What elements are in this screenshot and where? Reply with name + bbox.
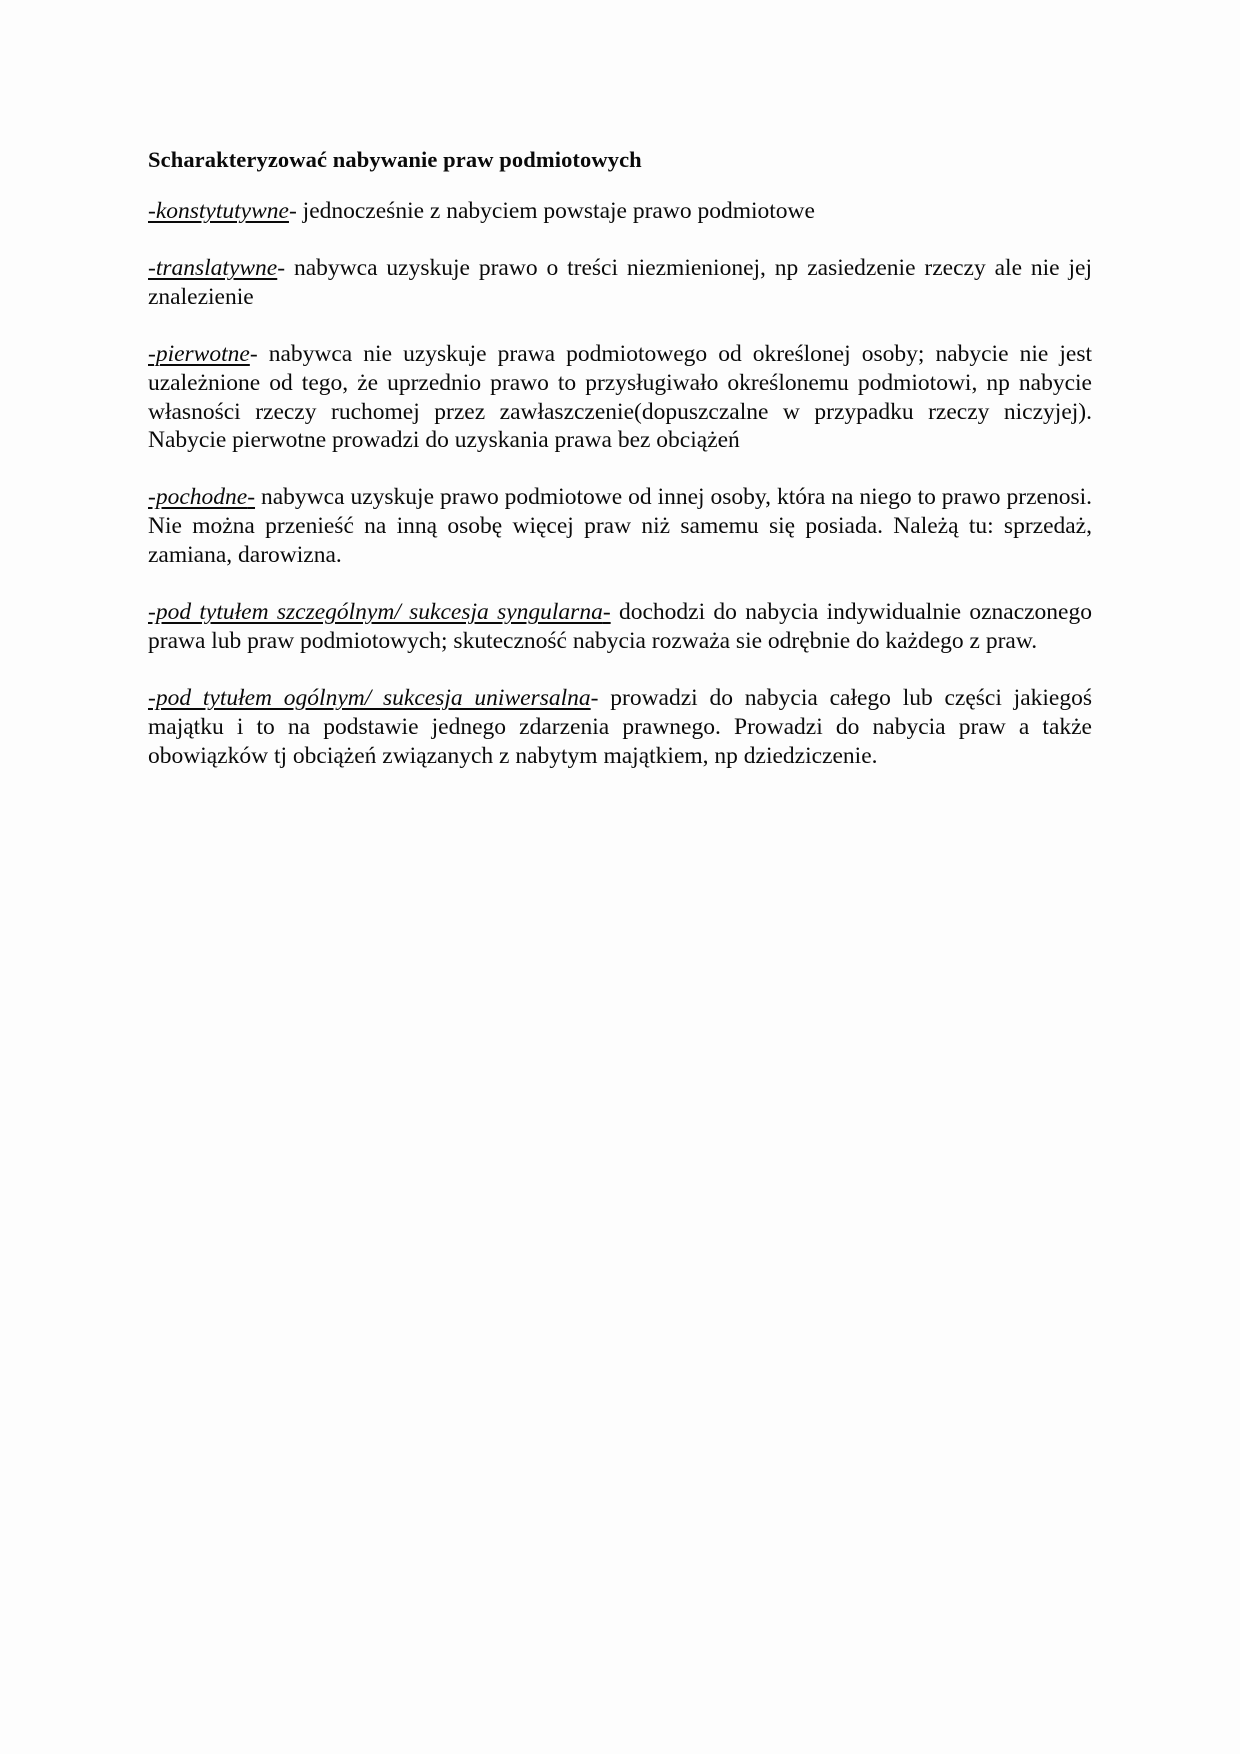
definition-text: prowadzi do nabycia całego lub części jakiegoś majątku i to na podstawie jednego zdarzenia prawnego. Prowadzi do nabycia praw a także obowiązków tj obciążeń związanych z nabytym majątkiem, np dziedziczenie. — [148, 684, 1092, 769]
term-translatywne: -translatywne — [148, 254, 278, 281]
term-separator: - — [590, 684, 599, 711]
definition-text: nabywca nie uzyskuje prawa podmiotowego od określonej osoby; nabycie nie jest uzależnione od tego, że uprzednio prawo to przysługiwało określonemu podmiotowi, np nabycie własności rzeczy ruchomej przez zawłaszczenie(dopuszczalne w przypadku rzeczy niczyjej). Nabycie pierwotne prowadzi do uzyskania prawa bez obciążeń — [148, 340, 1092, 454]
document-page — [148, 145, 1092, 799]
definition-text: nabywca uzyskuje prawo o treści niezmienionej, np zasiedzenie rzeczy ale nie jej znalezienie — [148, 254, 1092, 310]
paragraph-translatywne — [148, 254, 1092, 312]
definition-text: nabywca uzyskuje prawo podmiotowe od innej osoby, która na niego to prawo przenosi. Nie można przenieść na inną osobę więcej praw niż samemu się posiada. Należą tu: sprzedaż, zamiana, darowizna. — [148, 484, 1092, 569]
paragraph-sukcesja-syngularna — [148, 598, 1092, 656]
term-separator: - — [602, 599, 611, 626]
definition-text: dochodzi do nabycia indywidualnie oznaczonego prawa lub praw podmiotowych; skuteczność nabycia rozważa sie odrębnie do każdego z praw. — [148, 599, 1092, 654]
document-title: Scharakteryzować nabywanie praw podmiotowych — [148, 147, 642, 172]
paragraph-pochodne — [148, 483, 1092, 570]
paragraph-konstytutywne — [148, 197, 1092, 226]
term-separator: - — [277, 254, 286, 281]
term-separator: - — [249, 340, 258, 367]
paragraph-pierwotne — [148, 340, 1092, 456]
definition-text: jednocześnie z nabyciem powstaje prawo podmiotowe — [296, 198, 815, 224]
term-separator: - — [247, 484, 256, 511]
term-sukcesja-uniwersalna: -pod tytułem ogólnym/ sukcesja uniwersalna — [148, 684, 591, 711]
term-pochodne: -pochodne — [148, 484, 248, 511]
term-pierwotne: -pierwotne — [148, 340, 250, 367]
term-konstytutywne: -konstytutywne — [148, 198, 289, 224]
term-sukcesja-syngularna: -pod tytułem szczególnym/ sukcesja syngularna — [148, 599, 603, 626]
paragraph-sukcesja-uniwersalna — [148, 684, 1092, 771]
term-separator: - — [288, 198, 297, 224]
